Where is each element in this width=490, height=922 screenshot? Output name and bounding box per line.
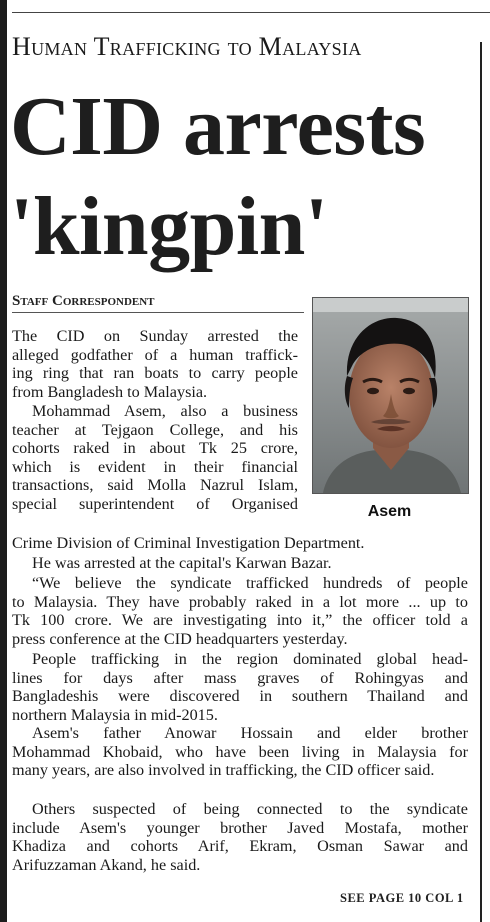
text-line: include Asem's younger brother Javed Mostafa, mother <box>12 818 468 837</box>
byline: Staff Correspondent <box>12 293 155 309</box>
portrait-illustration <box>313 298 468 493</box>
paragraph-6 <box>12 724 468 780</box>
text-line: transactions, said Molla Nazrul Islam, <box>12 476 298 495</box>
text-line: teacher at Tejgaon College, and his <box>12 420 298 439</box>
text-line: Tk 100 crore. We are investigating into it,” the officer told a <box>12 611 468 630</box>
text-line: Arifuzzaman Akand, he said. <box>12 855 201 874</box>
headline-line-2: 'kingpin' <box>10 180 328 273</box>
text-line: lines for days after mass graves of Rohingyas and <box>12 668 468 687</box>
text-line: from Bangladesh to Malaysia. <box>12 382 208 401</box>
text-line: Others suspected of being connected to the syndicate <box>32 800 468 818</box>
text-line: Khadiza and cohorts Arif, Ekram, Osman Sawar and <box>12 837 468 856</box>
text-line: Asem's father Anowar Hossain and elder brother <box>32 724 468 742</box>
byline-rule <box>12 312 304 313</box>
text-line: Mohammad Asem, also a business <box>32 402 298 420</box>
text-line: People trafficking in the region dominated global head- <box>32 650 468 668</box>
headline-line-1: CID arrests <box>10 80 426 173</box>
portrait-photo <box>312 297 469 494</box>
text-line: many years, are also involved in trafficking, the CID officer said. <box>12 761 435 780</box>
text-line: ing ring that ran boats to carry people <box>12 364 298 383</box>
paragraph-3 <box>12 554 468 573</box>
paragraph-2-end <box>12 534 468 553</box>
text-line: Crime Division of Criminal Investigation Department. <box>12 534 365 552</box>
photo-caption: Asem <box>367 503 412 520</box>
text-line: northern Malaysia in mid-2015. <box>12 705 218 724</box>
text-line: The CID on Sunday arrested the <box>12 327 298 345</box>
paragraph-2 <box>12 402 298 514</box>
paragraph-4 <box>12 574 468 648</box>
column-rule <box>480 42 482 922</box>
text-line: Bangladeshis were discovered in southern Thailand and <box>12 687 468 706</box>
paragraph-7 <box>12 800 468 874</box>
text-line: cohorts raked in about Tk 25 crore, <box>12 439 298 458</box>
text-line: to Malaysia. They have probably raked in a lot more ... up to <box>12 592 468 611</box>
text-line: special superintendent of Organised <box>12 494 298 513</box>
text-line: Mohammad Khobaid, who have been living in Malaysia for <box>12 742 468 761</box>
text-line: press conference at the CID headquarters yesterday. <box>12 629 348 648</box>
kicker: Human Trafficking to Malaysia <box>12 32 362 61</box>
paragraph-1 <box>12 327 298 401</box>
top-rule <box>12 12 490 13</box>
text-line: alleged godfather of a human traffick- <box>12 345 298 364</box>
jump-line: SEE PAGE 10 COL 1 <box>340 891 464 905</box>
paragraph-5 <box>12 650 468 724</box>
left-edge-rule <box>0 0 7 922</box>
text-line: which is evident in their financial <box>12 457 298 476</box>
text-line: He was arrested at the capital's Karwan Bazar. <box>32 554 332 572</box>
text-line: “We believe the syndicate trafficked hundreds of people <box>32 574 468 592</box>
